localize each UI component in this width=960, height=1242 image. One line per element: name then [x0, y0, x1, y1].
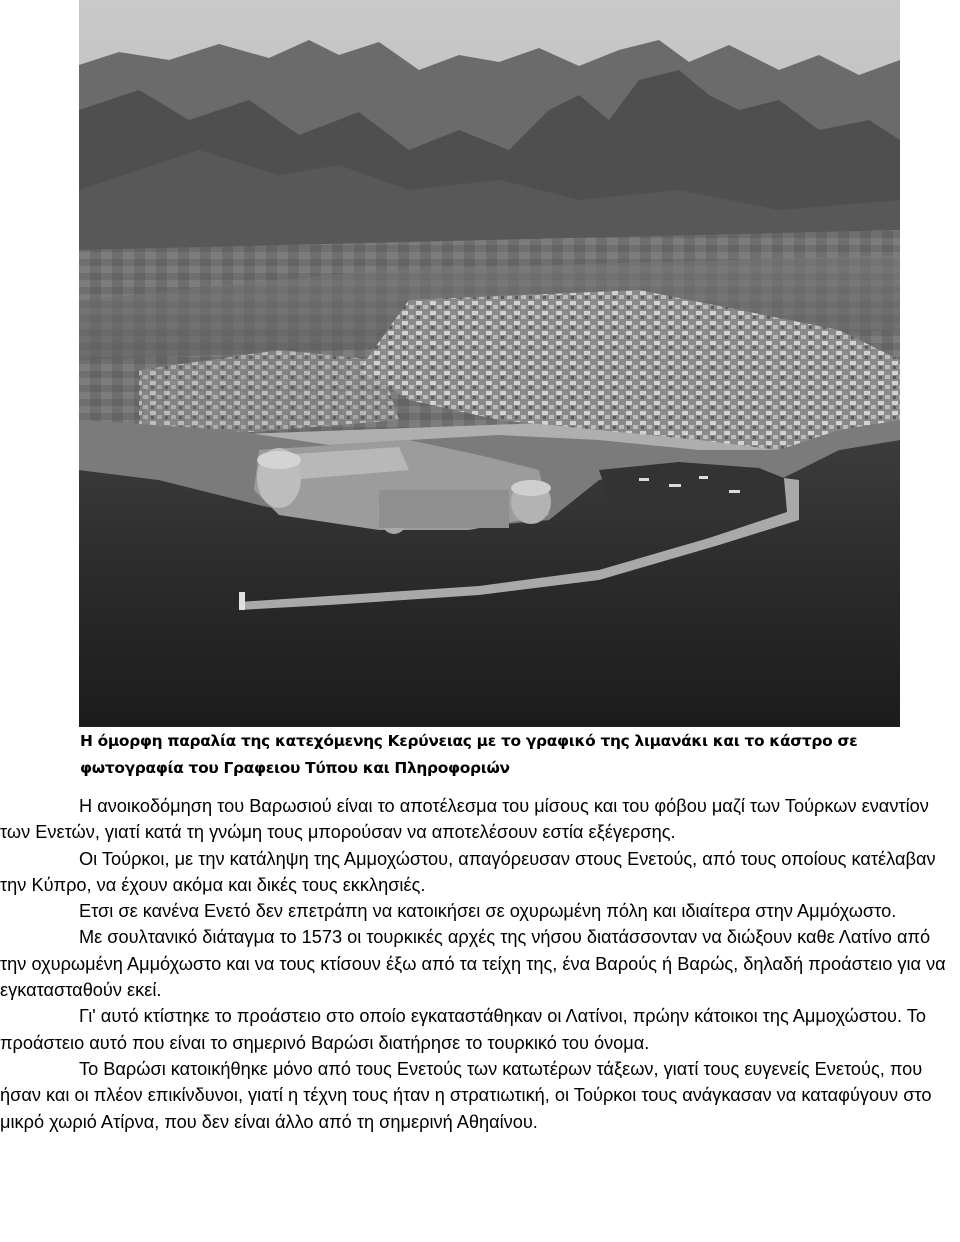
paragraph: Η ανοικοδόμηση του Βαρωσιού είναι το αποτέλεσμα του μίσους και του φόβου μαζί των Τούρκων εναντίον των Ενετών, γιατί κατά τη γνώμη τους μπορούσαν να αποτελέσουν εστία εξέγερσης. — [0, 796, 929, 843]
photo-caption: Η όμορφη παραλία της κατεχόμενης Κερύνειας με το γραφικό της λιμανάκι και το κάστρο σε φωτογραφία του Γραφειου Τύπου και Πληροφοριών — [80, 732, 858, 777]
aerial-photo-kyrenia-harbour — [79, 0, 900, 727]
paragraph: Με σουλτανικό διάταγμα το 1573 οι τουρκικές αρχές της νήσου διατάσσονταν να διώξουν καθε Λατίνο από την οχυρωμένη Αμμόχωστο και να τους κτίσουν έξω από τα τείχη της, ένα Βαρούς ή Βαρώς, δηλαδή προάστειο για να εγκατασταθούν εκεί. — [0, 927, 946, 1001]
paragraph: Οι Τούρκοι, με την κατάληψη της Αμμοχώστου, απαγόρευσαν στους Ενετούς, από τους οποίους κατέλαβαν την Κύπρο, να έχουν ακόμα και δικές τους εκκλησιές. — [0, 848, 936, 895]
paragraph: Ετσι σε κανένα Ενετό δεν επετράπη να κατοικήσει σε οχυρωμένη πόλη και ιδιαίτερα στην Αμμόχωστο. — [79, 901, 897, 922]
paragraph: Γι' αυτό κτίστηκε το προάστειο στο οποίο εγκαταστάθηκαν οι Λατίνοι, πρώην κάτοικοι της Αμμοχώστου. Το προάστειο αυτό που είναι το σημερινό Βαρώσι διατήρησε το τουρκικό του όνομα. — [0, 1006, 926, 1053]
article-body — [0, 793, 950, 1135]
paragraph: Το Βαρώσι κατοικήθηκε μόνο από τους Ενετούς των κατωτέρων τάξεων, γιατί τους ευγενείς Ενετούς, που ήσαν και οι πλέον επικίνδυνοι, γιατί η τέχνη τους ήταν η στρατιωτική, οι Τούρκοι τους ανάγκασαν να καταφύγουν στο μικρό χωριό Ατίρνα, που δεν είναι άλλο από τη σημερινή Αθηαίνου. — [0, 1058, 932, 1132]
